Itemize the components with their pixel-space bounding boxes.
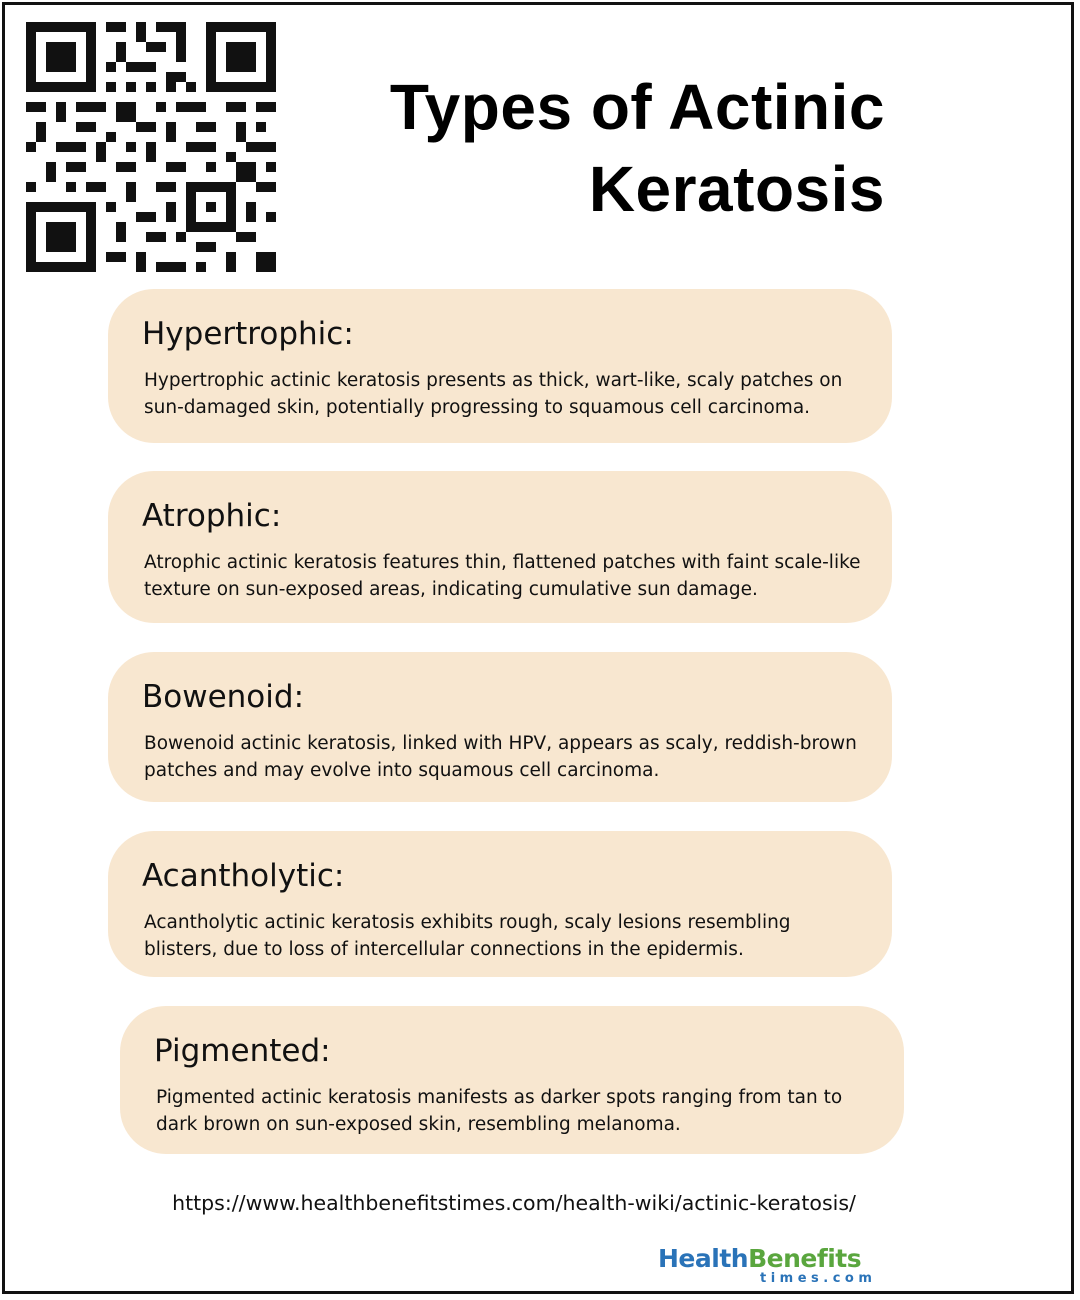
card-hypertrophic [108,289,892,443]
page-title-line2: Keratosis [588,153,885,225]
source-url[interactable]: https://www.healthbenefitstimes.com/health-wiki/actinic-keratosis/ [172,1191,856,1215]
card-heading: Acantholytic: [142,858,345,894]
brand-logo [658,1244,898,1292]
logo-benefits-text: Benefits [748,1244,862,1273]
card-description: Acantholytic actinic keratosis exhibits rough, scaly lesions resembling blisters, due to loss of intercellular connections in the epidermis. [144,912,791,960]
page-title [390,66,885,230]
card-bowenoid [108,652,892,802]
card-pigmented [120,1006,904,1154]
card-description: Hypertrophic actinic keratosis presents as thick, wart-like, scaly patches on sun-damaged skin, potentially progressing to squamous cell carcinoma. [144,370,843,418]
page-title-line1: Types of Actinic [389,71,885,143]
card-heading: Bowenoid: [142,679,305,715]
card-description: Bowenoid actinic keratosis, linked with HPV, appears as scaly, reddish-brown patches and may evolve into squamous cell carcinoma. [144,733,857,781]
card-description: Atrophic actinic keratosis features thin, flattened patches with faint scale-like texture on sun-exposed areas, indicating cumulative sun damage. [144,552,861,600]
card-heading: Pigmented: [154,1033,331,1069]
logo-health-text: Health [658,1244,749,1273]
qr-code-icon [26,22,276,272]
card-heading: Atrophic: [142,498,282,534]
logo-wordmark [658,1244,861,1273]
card-description: Pigmented actinic keratosis manifests as darker spots ranging from tan to dark brown on sun-exposed skin, resembling melanoma. [156,1087,843,1135]
logo-subtext: times.com [760,1271,877,1286]
card-heading: Hypertrophic: [142,316,354,352]
card-acantholytic [108,831,892,977]
card-atrophic [108,471,892,623]
